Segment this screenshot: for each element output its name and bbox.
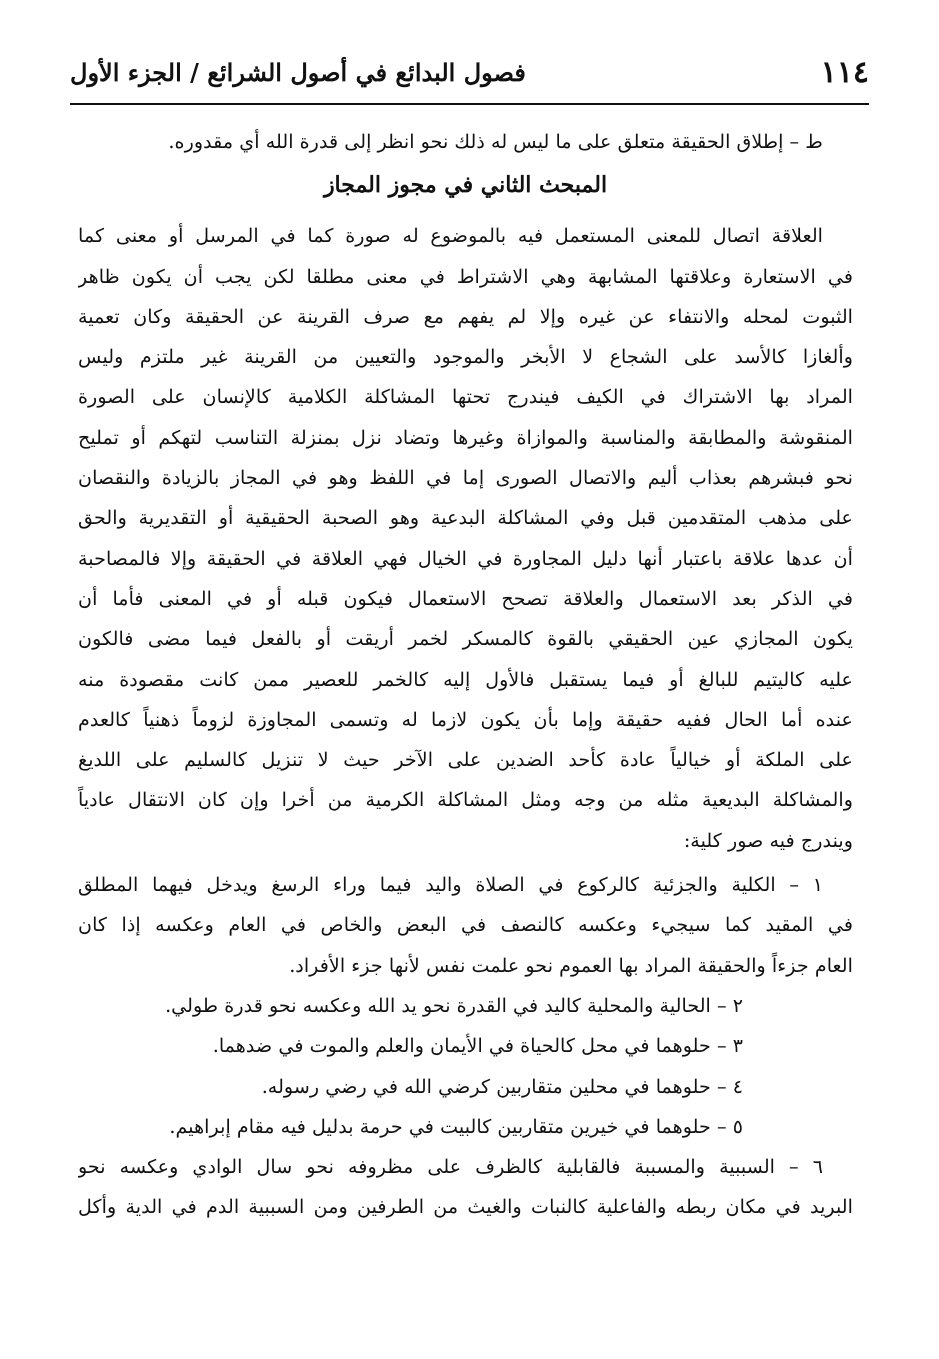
paragraph-line: وألغازا كالأسد على الشجاع لا الأبخر والموجود والتعيين من القرينة غير ملتزم وليس xyxy=(78,345,853,369)
intro-line: ط – إطلاق الحقيقة متعلق على ما ليس له ذلك نحو انظر إلى قدرة الله أي مقدوره. xyxy=(168,130,823,153)
page-body xyxy=(78,122,853,1228)
paragraph-line: عليه كاليتيم للبالغ أو فيما يستقبل فالأول إليه كالخمر للعصير ممن كانت مقصودة منه xyxy=(78,667,853,691)
list-item-line: ٦ – السببية والمسببة فالقابلية كالظرف على مظروفه نحو سال الوادي وعكسه نحو xyxy=(78,1155,823,1179)
list-item-line: ١ – الكلية والجزئية كالركوع في الصلاة واليد فيما وراء الرسغ ويدخل فيهما المطلق xyxy=(78,873,823,897)
list-item-6 xyxy=(78,1147,853,1228)
paragraph-line: الثبوت لمحله والانتفاء عن غيره وإلا لم يفهم مع صرف القرينة عن الحقيقة وكان تعمية xyxy=(78,304,853,328)
paragraph-line: عنده أما الحال ففيه حقيقة وإما بأن يكون لازما له وتسمى المجاوزة لزوماً ذهنياً كالعدم xyxy=(78,707,853,731)
paragraph-line: في الاستعارة وعلاقتها المشابهة وهي الاشتراط في معنى مطلقا لكن يجب أن يكون ظاهر xyxy=(78,264,853,288)
running-title: فصول البدائع في أصول الشرائع / الجزء الأول xyxy=(70,57,526,87)
list-item-line: في المقيد كما سيجيء وعكسه كالنصف في البعض والخاص في العام وعكسه إذا كان xyxy=(78,913,853,937)
paragraph-line: العلاقة اتصال للمعنى المستعمل فيه بالموضوع له صورة كما في المرسل أو معنى كما xyxy=(78,224,823,248)
paragraph-line: المراد بها الاشتراك في الكيف فيندرج تحتها المشاكلة الكلامية كالإنسان على الصورة xyxy=(78,385,853,409)
list-item-1 xyxy=(78,865,853,986)
section-heading: المبحث الثاني في مجوز المجاز xyxy=(323,172,608,199)
header-rule xyxy=(70,103,869,105)
paragraph-line: على مذهب المتقدمين قبل وفي المشاكلة البدعية وهو الصحبة الحقيقية أو التقديرية والحق xyxy=(78,506,853,530)
list-item-3: ٣ – حلوهما في محل كالحياة في الأيمان والعلم والموت في ضدهما. xyxy=(212,1034,743,1058)
list-item-line: العام جزءاً والحقيقة المراد بها العموم نحو علمت نفس لأنها جزء الأفراد. xyxy=(289,953,853,977)
paragraph-line: في الذكر بعد الاستعمال والعلاقة تصحح الاستعمال فيكون قبله أو في المعنى فأما أن xyxy=(78,586,853,610)
list-item-2: ٢ – الحالية والمحلية كاليد في القدرة نحو يد الله وعكسه نحو قدرة طولي. xyxy=(165,993,743,1017)
list-item-5: ٥ – حلوهما في خيرين متقاربين كالبيت في حرمة بدليل فيه مقام إبراهيم. xyxy=(169,1114,743,1138)
paragraph-line: أن عدها علاقة باعتبار أنها دليل المجاورة في الخيال فهي العلاقة في الحقيقة وإلا فالمصاحبة xyxy=(78,546,853,570)
list-item-line: البريد في مكان ربطه والفاعلية كالنبات والغيث من الطرفين ومن السببية الدم في الدية وأكل xyxy=(78,1195,853,1219)
paragraph-line: على الملكة أو خيالياً عادة كأحد الضدين على الآخر حيث لا تنزيل كالسليم على اللديغ xyxy=(78,748,853,772)
paragraph-line: المنقوشة والمطابقة والمناسبة والموازاة وغيرها وتضاد نزل بمنزلة التناسب لتهكم أو تمليح xyxy=(78,425,853,449)
page-header xyxy=(70,48,869,96)
page-number: ١١٤ xyxy=(820,54,869,90)
main-paragraph xyxy=(78,216,853,861)
paragraph-line: نحو فبشرهم بعذاب أليم والاتصال الصورى إما في اللفظ وهو في المجاز بالزيادة والنقصان xyxy=(78,466,853,490)
paragraph-line: ويندرج فيه صور كلية: xyxy=(683,828,853,852)
paragraph-line: والمشاكلة البديعية مثله من وجه ومثل المشاكلة الكرمية من أخرا وإن كان الانتقال عادياً xyxy=(78,788,853,812)
paragraph-line: يكون المجازي عين الحقيقي بالقوة كالمسكر لخمر أريقت أو بالفعل فيما مضى فالكون xyxy=(78,627,853,651)
list-item-4: ٤ – حلوهما في محلين متقاربين كرضي الله في رضي رسوله. xyxy=(261,1074,743,1098)
